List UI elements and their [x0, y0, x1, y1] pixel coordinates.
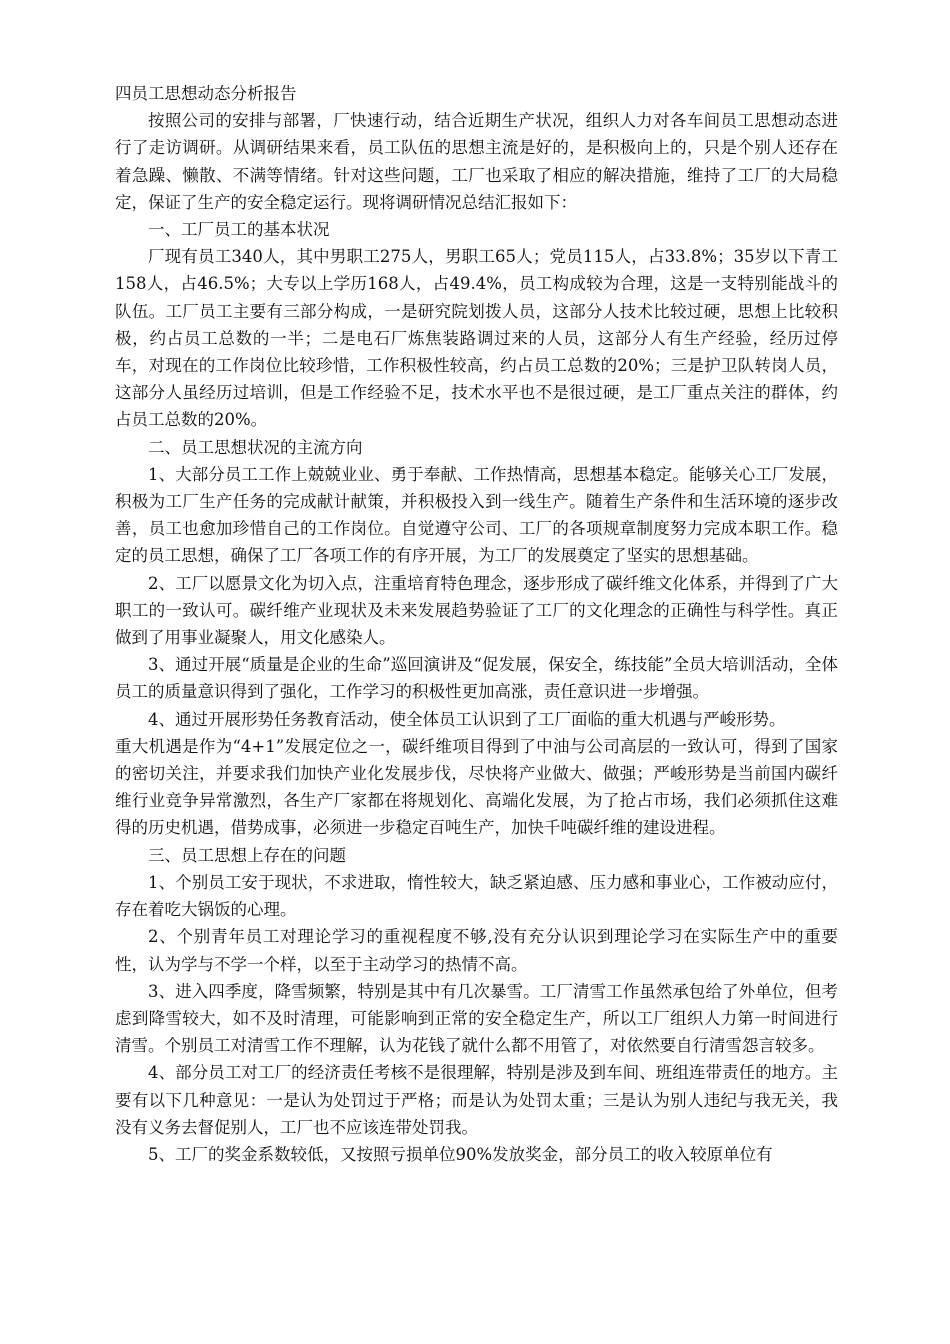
section-3-paragraph-5: 5、工厂的奖金系数较低，又按照亏损单位90%发放奖金，部分员工的收入较原单位有	[148, 1144, 773, 1164]
section-3-heading: 三、员工思想上存在的问题	[148, 845, 346, 865]
section-3-paragraph-2: 2、个别青年员工对理论学习的重视程度不够,没有充分认识到理论学习在实际生产中的重要性，认为学与不学一个样，以至于主动学习的热情不高。	[115, 927, 838, 974]
intro-paragraph: 按照公司的安排与部署，厂快速行动，结合近期生产状况，组织人力对各车间员工思想动态进行了走访调研。从调研结果来看，员工队伍的思想主流是好的，是积极向上的，只是个别人还存在着急躁、懒散、不满等情绪。针对这些问题，工厂也采取了相应的解决措施，维持了工厂的大局稳定，保证了生产的安全稳定运行。现将调研情况总结汇报如下：	[115, 111, 838, 212]
section-2-paragraph-2: 2、工厂以愿景文化为切入点，注重培育特色理念，逐步形成了碳纤维文化体系，并得到了广大职工的一致认可。碳纤维产业现状及未来发展趋势验证了工厂的文化理念的正确性与科学性。真正做到了用事业凝聚人，用文化感染人。	[115, 573, 838, 648]
document-title: 四员工思想动态分析报告	[115, 84, 297, 103]
section-2-paragraph-4: 4、通过开展形势任务教育活动，使全体员工认识到了工厂面临的重大机遇与严峻形势。	[148, 709, 786, 729]
section-3-paragraph-1: 1、个别员工安于现状，不求进取，惰性较大，缺乏紧迫感、压力感和事业心，工作被动应付，存在着吃大锅饭的心理。	[115, 872, 838, 920]
section-2-heading: 二、员工思想状况的主流方向	[148, 437, 363, 457]
section-2-paragraph-3: 3、通过开展“质量是企业的生命”巡回演讲及“促发展，保安全，练技能”全员大培训活动，全体员工的质量意识得到了强化，工作学习的积极性更加高涨，责任意识进一步增强。	[115, 655, 838, 702]
section-1-heading: 一、工厂员工的基本状况	[148, 220, 330, 240]
section-2-paragraph-4-continued: 重大机遇是作为“4+1”发展定位之一，碳纤维项目得到了中油与公司高层的一致认可，得到了国家的密切关注，并要求我们加快产业化发展步伐，尽快将产业做大、做强；严峻形势是当前国内碳纤维行业竞争异常激烈，各生产厂家都在将规划化、高端化发展，为了抢占市场，我们必须抓住这难得的历史机遇，借势成事，必须进一步稳定百吨生产，加快千吨碳纤维的建设进程。	[115, 736, 838, 838]
section-3-paragraph-3: 3、进入四季度，降雪频繁，特别是其中有几次暴雪。工厂清雪工作虽然承包给了外单位，但考虑到降雪较大，如不及时清理，可能影响到正常的安全稳定生产，所以工厂组织人力第一时间进行清雪。个别员工对清雪工作不理解，认为花钱了就什么都不用管了，对依然要自行清雪怨言较多。	[115, 981, 838, 1056]
section-1-paragraph-1: 厂现有员工340人，其中男职工275人，男职工65人；党员115人，占33.8%；35岁以下青工158人，占46.5%；大专以上学历168人，占49.4%，员工构成较为合理，这是一支特别能战斗的队伍。工厂员工主要有三部分构成，一是研究院划拨人员，这部分人技术比较过硬，思想上比较积极，约占员工总数的一半；二是电石厂炼焦装路调过来的人员，这部分人有生产经验，经历过停车，对现在的工作岗位比较珍惜，工作积极性较高，约占员工总数的20%；三是护卫队转岗人员，这部分人虽经历过培训，但是工作经验不足，技术水平也不是很过硬，是工厂重点关注的群体，约占员工总数的20%。	[115, 247, 838, 430]
section-2-paragraph-1: 1、大部分员工工作上兢兢业业、勇于奉献、工作热情高，思想基本稳定。能够关心工厂发展，积极为工厂生产任务的完成献计献策，并积极投入到一线生产。随着生产条件和生活环境的逐步改善，员工也愈加珍惜自己的工作岗位。自觉遵守公司、工厂的各项规章制度努力完成本职工作。稳定的员工思想，确保了工厂各项工作的有序开展，为工厂的发展奠定了坚实的思想基础。	[115, 464, 838, 566]
section-3-paragraph-4: 4、部分员工对工厂的经济责任考核不是很理解，特别是涉及到车间、班组连带责任的地方。主要有以下几种意见：一是认为处罚过于严格；而是认为处罚太重；三是认为别人违纪与我无关，我没有义务去督促别人，工厂也不应该连带处罚我。	[115, 1063, 838, 1137]
